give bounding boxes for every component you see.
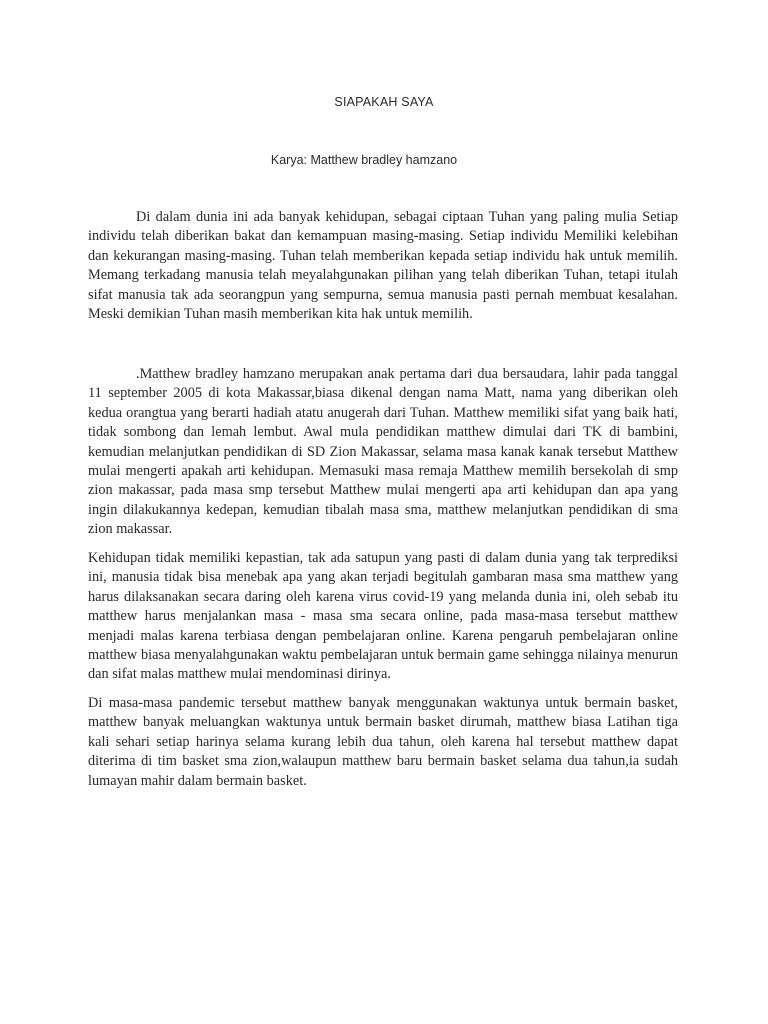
paragraph-intro: Di dalam dunia ini ada banyak kehidupan, sebagai ciptaan Tuhan yang paling mulia Setiap individu telah diberikan bakat dan kemampuan masing-masing. Setiap individu Memiliki kelebihan dan kekurangan masing-masing. Tuhan telah memberikan kepada setiap individu hak untuk memilih. Memang terkadang manusia telah meyalahgunakan pilihan yang telah diberikan Tuhan, tetapi itulah sifat manusia tak ada seorangpun yang sempurna, semua manusia pasti pernah membuat kesalahan. Meski demikian Tuhan masih memberikan kita hak untuk memilih. <box>88 209 678 323</box>
author-line: Karya: Matthew bradley hamzano <box>270 153 458 167</box>
paragraph-biography: .Matthew bradley hamzano merupakan anak pertama dari dua bersaudara, lahir pada tanggal 11 september 2005 di kota Makassar,biasa dikenal dengan nama Matt, nama yang diberikan oleh kedua orangtua yang berarti hadiah atatu anugerah dari Tuhan. Matthew memiliki sifat yang baik hati, tidak sombong dan lemah lembut. Awal mula pendidikan matthew dimulai dari TK di bambini, kemudian melanjutkan pendidikan di SD Zion Makassar, selama masa kanak kanak tersebut Matthew mulai mengerti apakah arti kehidupan. Memasuki masa remaja Matthew memilih bersekolah di smp zion makassar, pada masa smp tersebut Matthew mulai mengerti apa arti kehidupan dan apa yang ingin dilakukannya kedepan, kemudian tibalah masa sma, matthew melanjutkan pendidikan di sma zion makassar. <box>88 366 678 538</box>
document-title: SIAPAKAH SAYA <box>334 95 434 109</box>
paragraph-basketball: Di masa-masa pandemic tersebut matthew banyak menggunakan waktunya untuk bermain basket, matthew banyak meluangkan waktunya untuk bermain basket dirumah, matthew biasa Latihan tiga kali sehari setiap harinya selama kurang lebih dua tahun, oleh karena hal tersebut matthew dapat diterima di tim basket sma zion,walaupun matthew baru bermain basket selama dua tahun,ia sudah lumayan mahir dalam bermain basket. <box>88 695 678 789</box>
paragraph-pandemic-school: Kehidupan tidak memiliki kepastian, tak ada satupun yang pasti di dalam dunia yang tak terprediksi ini, manusia tidak bisa menebak apa yang akan terjadi begitulah gambaran masa sma matthew yang harus dilaksanakan secara daring oleh karena virus covid-19 yang melanda dunia ini, oleh sebab itu matthew harus menjalankan masa - masa sma secara online, pada masa-masa tersebut matthew menjadi malas karena terbiasa dengan pembelajaran online. Karena pengaruh pembelajaran online matthew biasa menyalahgunakan waktu pembelajaran untuk bermain game sehingga nilainya menurun dan sifat malas matthew mulai mendominasi dirinya. <box>88 550 678 683</box>
